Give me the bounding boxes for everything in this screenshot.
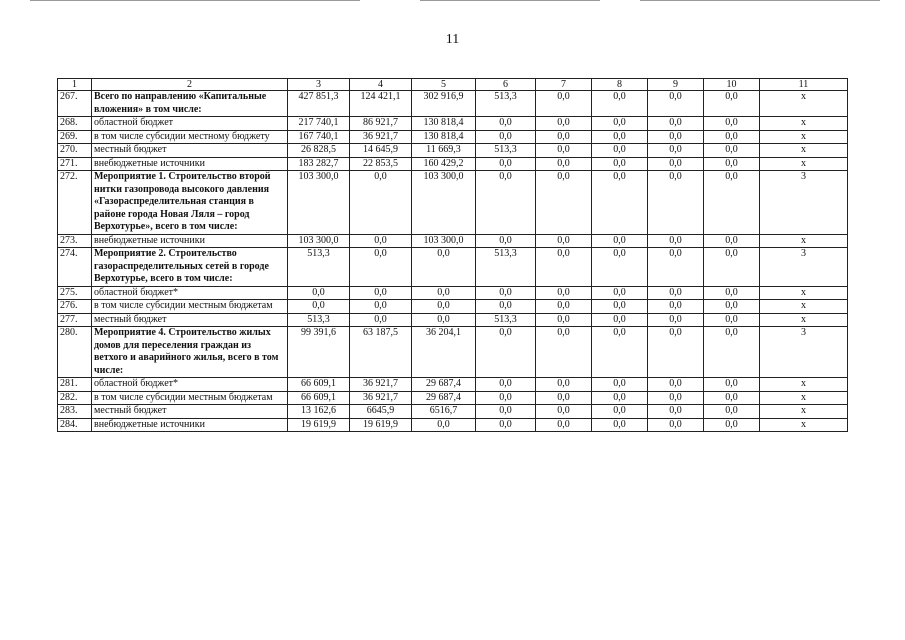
- value-cell: 0,0: [350, 171, 412, 235]
- value-cell: 0,0: [704, 171, 760, 235]
- marker-cell: х: [760, 391, 848, 405]
- value-cell: 0,0: [592, 117, 648, 131]
- value-cell: 0,0: [536, 171, 592, 235]
- value-cell: 0,0: [704, 91, 760, 117]
- value-cell: 427 851,3: [288, 91, 350, 117]
- row-number: 283.: [58, 405, 92, 419]
- column-header: 3: [288, 79, 350, 91]
- row-name: внебюджетные источники: [92, 157, 288, 171]
- column-header: 7: [536, 79, 592, 91]
- column-header: 4: [350, 79, 412, 91]
- row-name: Мероприятие 2. Строительство газораспределительных сетей в городе Верхотурье, всего в том числе:: [92, 248, 288, 287]
- value-cell: 0,0: [592, 313, 648, 327]
- marker-cell: х: [760, 157, 848, 171]
- value-cell: 0,0: [648, 117, 704, 131]
- value-cell: 0,0: [350, 248, 412, 287]
- column-header: 1: [58, 79, 92, 91]
- table-row: [58, 391, 848, 405]
- row-number: 267.: [58, 91, 92, 117]
- column-number-row: [58, 79, 848, 91]
- value-cell: 0,0: [536, 234, 592, 248]
- value-cell: 0,0: [476, 130, 536, 144]
- value-cell: 0,0: [536, 248, 592, 287]
- value-cell: 0,0: [592, 378, 648, 392]
- top-rule-right: [640, 0, 880, 1]
- value-cell: 63 187,5: [350, 327, 412, 378]
- row-number: 273.: [58, 234, 92, 248]
- row-number: 281.: [58, 378, 92, 392]
- value-cell: 217 740,1: [288, 117, 350, 131]
- value-cell: 0,0: [648, 130, 704, 144]
- value-cell: 0,0: [648, 248, 704, 287]
- row-number: 274.: [58, 248, 92, 287]
- value-cell: 513,3: [476, 313, 536, 327]
- column-header: 10: [704, 79, 760, 91]
- value-cell: 0,0: [536, 378, 592, 392]
- value-cell: 0,0: [592, 157, 648, 171]
- value-cell: 103 300,0: [288, 171, 350, 235]
- value-cell: 0,0: [704, 327, 760, 378]
- value-cell: 6516,7: [412, 405, 476, 419]
- value-cell: 0,0: [536, 300, 592, 314]
- row-name: внебюджетные источники: [92, 234, 288, 248]
- value-cell: 0,0: [536, 327, 592, 378]
- value-cell: 513,3: [288, 248, 350, 287]
- value-cell: 0,0: [648, 313, 704, 327]
- row-name: местный бюджет: [92, 405, 288, 419]
- value-cell: 0,0: [350, 300, 412, 314]
- value-cell: 26 828,5: [288, 144, 350, 158]
- value-cell: 0,0: [476, 391, 536, 405]
- row-number: 275.: [58, 286, 92, 300]
- value-cell: 0,0: [536, 418, 592, 432]
- value-cell: 0,0: [288, 300, 350, 314]
- value-cell: 0,0: [648, 157, 704, 171]
- value-cell: 0,0: [704, 391, 760, 405]
- marker-cell: х: [760, 234, 848, 248]
- row-number: 276.: [58, 300, 92, 314]
- value-cell: 0,0: [592, 91, 648, 117]
- value-cell: 0,0: [704, 286, 760, 300]
- row-number: 272.: [58, 171, 92, 235]
- marker-cell: 3: [760, 248, 848, 287]
- value-cell: 0,0: [476, 378, 536, 392]
- marker-cell: х: [760, 91, 848, 117]
- table-row: [58, 248, 848, 287]
- value-cell: 0,0: [592, 418, 648, 432]
- table-row: [58, 157, 848, 171]
- value-cell: 0,0: [648, 234, 704, 248]
- value-cell: 0,0: [412, 313, 476, 327]
- value-cell: 0,0: [704, 130, 760, 144]
- row-name: в том числе субсидии местным бюджетам: [92, 300, 288, 314]
- value-cell: 13 162,6: [288, 405, 350, 419]
- row-name: местный бюджет: [92, 144, 288, 158]
- value-cell: 0,0: [536, 157, 592, 171]
- value-cell: 0,0: [476, 327, 536, 378]
- value-cell: 36 921,7: [350, 378, 412, 392]
- value-cell: 0,0: [536, 144, 592, 158]
- value-cell: 302 916,9: [412, 91, 476, 117]
- value-cell: 0,0: [412, 248, 476, 287]
- row-number: 284.: [58, 418, 92, 432]
- value-cell: 103 300,0: [412, 234, 476, 248]
- value-cell: 0,0: [536, 391, 592, 405]
- value-cell: 0,0: [350, 313, 412, 327]
- value-cell: 0,0: [536, 405, 592, 419]
- value-cell: 0,0: [704, 418, 760, 432]
- value-cell: 0,0: [592, 405, 648, 419]
- row-number: 282.: [58, 391, 92, 405]
- value-cell: 0,0: [592, 248, 648, 287]
- value-cell: 66 609,1: [288, 378, 350, 392]
- value-cell: 0,0: [476, 418, 536, 432]
- marker-cell: х: [760, 378, 848, 392]
- table-row: [58, 91, 848, 117]
- row-name: местный бюджет: [92, 313, 288, 327]
- table-row: [58, 300, 848, 314]
- column-header: 2: [92, 79, 288, 91]
- table-row: [58, 327, 848, 378]
- row-name: областной бюджет*: [92, 378, 288, 392]
- value-cell: 0,0: [648, 300, 704, 314]
- value-cell: 513,3: [476, 248, 536, 287]
- value-cell: 66 609,1: [288, 391, 350, 405]
- value-cell: 103 300,0: [412, 171, 476, 235]
- marker-cell: х: [760, 144, 848, 158]
- value-cell: 124 421,1: [350, 91, 412, 117]
- value-cell: 0,0: [412, 286, 476, 300]
- value-cell: 0,0: [592, 234, 648, 248]
- row-name: областной бюджет: [92, 117, 288, 131]
- value-cell: 0,0: [648, 171, 704, 235]
- marker-cell: 3: [760, 327, 848, 378]
- value-cell: 36 204,1: [412, 327, 476, 378]
- value-cell: 513,3: [288, 313, 350, 327]
- value-cell: 14 645,9: [350, 144, 412, 158]
- marker-cell: х: [760, 405, 848, 419]
- table-row: [58, 234, 848, 248]
- table-row: [58, 117, 848, 131]
- value-cell: 0,0: [592, 144, 648, 158]
- table-row: [58, 286, 848, 300]
- value-cell: 0,0: [648, 405, 704, 419]
- value-cell: 0,0: [536, 130, 592, 144]
- value-cell: 0,0: [704, 378, 760, 392]
- value-cell: 183 282,7: [288, 157, 350, 171]
- value-cell: 22 853,5: [350, 157, 412, 171]
- value-cell: 0,0: [648, 418, 704, 432]
- value-cell: 0,0: [476, 157, 536, 171]
- value-cell: 0,0: [704, 405, 760, 419]
- table-row: [58, 130, 848, 144]
- marker-cell: х: [760, 300, 848, 314]
- table-row: [58, 144, 848, 158]
- table-row: [58, 378, 848, 392]
- column-header: 11: [760, 79, 848, 91]
- value-cell: 0,0: [536, 286, 592, 300]
- value-cell: 36 921,7: [350, 391, 412, 405]
- top-rule-left: [30, 0, 360, 1]
- marker-cell: 3: [760, 171, 848, 235]
- value-cell: 130 818,4: [412, 130, 476, 144]
- row-name: в том числе субсидии местным бюджетам: [92, 391, 288, 405]
- value-cell: 0,0: [704, 313, 760, 327]
- row-number: 270.: [58, 144, 92, 158]
- top-rule-middle: [420, 0, 600, 1]
- value-cell: 36 921,7: [350, 130, 412, 144]
- value-cell: 0,0: [476, 171, 536, 235]
- row-number: 280.: [58, 327, 92, 378]
- value-cell: 0,0: [536, 313, 592, 327]
- value-cell: 0,0: [704, 234, 760, 248]
- value-cell: 0,0: [536, 117, 592, 131]
- value-cell: 0,0: [704, 117, 760, 131]
- row-name: в том числе субсидии местному бюджету: [92, 130, 288, 144]
- table-row: [58, 418, 848, 432]
- row-name: Мероприятие 4. Строительство жилых домов для переселения граждан из ветхого и аварийного жилья, всего в том числе:: [92, 327, 288, 378]
- value-cell: 0,0: [476, 117, 536, 131]
- value-cell: 513,3: [476, 91, 536, 117]
- value-cell: 29 687,4: [412, 391, 476, 405]
- value-cell: 0,0: [412, 418, 476, 432]
- value-cell: 0,0: [648, 144, 704, 158]
- value-cell: 0,0: [288, 286, 350, 300]
- column-header: 6: [476, 79, 536, 91]
- row-name: внебюджетные источники: [92, 418, 288, 432]
- column-header: 9: [648, 79, 704, 91]
- value-cell: 0,0: [476, 300, 536, 314]
- value-cell: 0,0: [704, 248, 760, 287]
- row-number: 277.: [58, 313, 92, 327]
- value-cell: 0,0: [704, 300, 760, 314]
- value-cell: 0,0: [592, 171, 648, 235]
- value-cell: 99 391,6: [288, 327, 350, 378]
- value-cell: 0,0: [648, 391, 704, 405]
- row-name: Мероприятие 1. Строительство второй нитки газопровода высокого давления «Газораспределительная станция в районе города Новая Ляля – город Верхотурье», всего в том числе:: [92, 171, 288, 235]
- value-cell: 0,0: [648, 286, 704, 300]
- marker-cell: х: [760, 117, 848, 131]
- value-cell: 0,0: [648, 378, 704, 392]
- value-cell: 0,0: [476, 286, 536, 300]
- value-cell: 0,0: [648, 91, 704, 117]
- value-cell: 0,0: [592, 327, 648, 378]
- row-name: Всего по направлению «Капитальные вложения» в том числе:: [92, 91, 288, 117]
- value-cell: 0,0: [592, 300, 648, 314]
- value-cell: 513,3: [476, 144, 536, 158]
- budget-table: [57, 78, 848, 432]
- table-body: [58, 79, 848, 432]
- row-number: 271.: [58, 157, 92, 171]
- row-number: 269.: [58, 130, 92, 144]
- value-cell: 0,0: [592, 130, 648, 144]
- value-cell: 0,0: [476, 405, 536, 419]
- value-cell: 19 619,9: [350, 418, 412, 432]
- value-cell: 0,0: [704, 157, 760, 171]
- value-cell: 0,0: [592, 286, 648, 300]
- table-row: [58, 313, 848, 327]
- marker-cell: х: [760, 313, 848, 327]
- value-cell: 29 687,4: [412, 378, 476, 392]
- value-cell: 160 429,2: [412, 157, 476, 171]
- value-cell: 0,0: [350, 234, 412, 248]
- value-cell: 167 740,1: [288, 130, 350, 144]
- table-row: [58, 405, 848, 419]
- value-cell: 0,0: [704, 144, 760, 158]
- column-header: 5: [412, 79, 476, 91]
- value-cell: 0,0: [476, 234, 536, 248]
- value-cell: 6645,9: [350, 405, 412, 419]
- column-header: 8: [592, 79, 648, 91]
- value-cell: 86 921,7: [350, 117, 412, 131]
- value-cell: 0,0: [592, 391, 648, 405]
- page-number: 11: [445, 32, 460, 47]
- value-cell: 130 818,4: [412, 117, 476, 131]
- value-cell: 0,0: [536, 91, 592, 117]
- value-cell: 11 669,3: [412, 144, 476, 158]
- value-cell: 19 619,9: [288, 418, 350, 432]
- marker-cell: х: [760, 286, 848, 300]
- marker-cell: х: [760, 418, 848, 432]
- value-cell: 0,0: [350, 286, 412, 300]
- row-name: областной бюджет*: [92, 286, 288, 300]
- value-cell: 0,0: [648, 327, 704, 378]
- marker-cell: х: [760, 130, 848, 144]
- row-number: 268.: [58, 117, 92, 131]
- table-row: [58, 171, 848, 235]
- value-cell: 0,0: [412, 300, 476, 314]
- value-cell: 103 300,0: [288, 234, 350, 248]
